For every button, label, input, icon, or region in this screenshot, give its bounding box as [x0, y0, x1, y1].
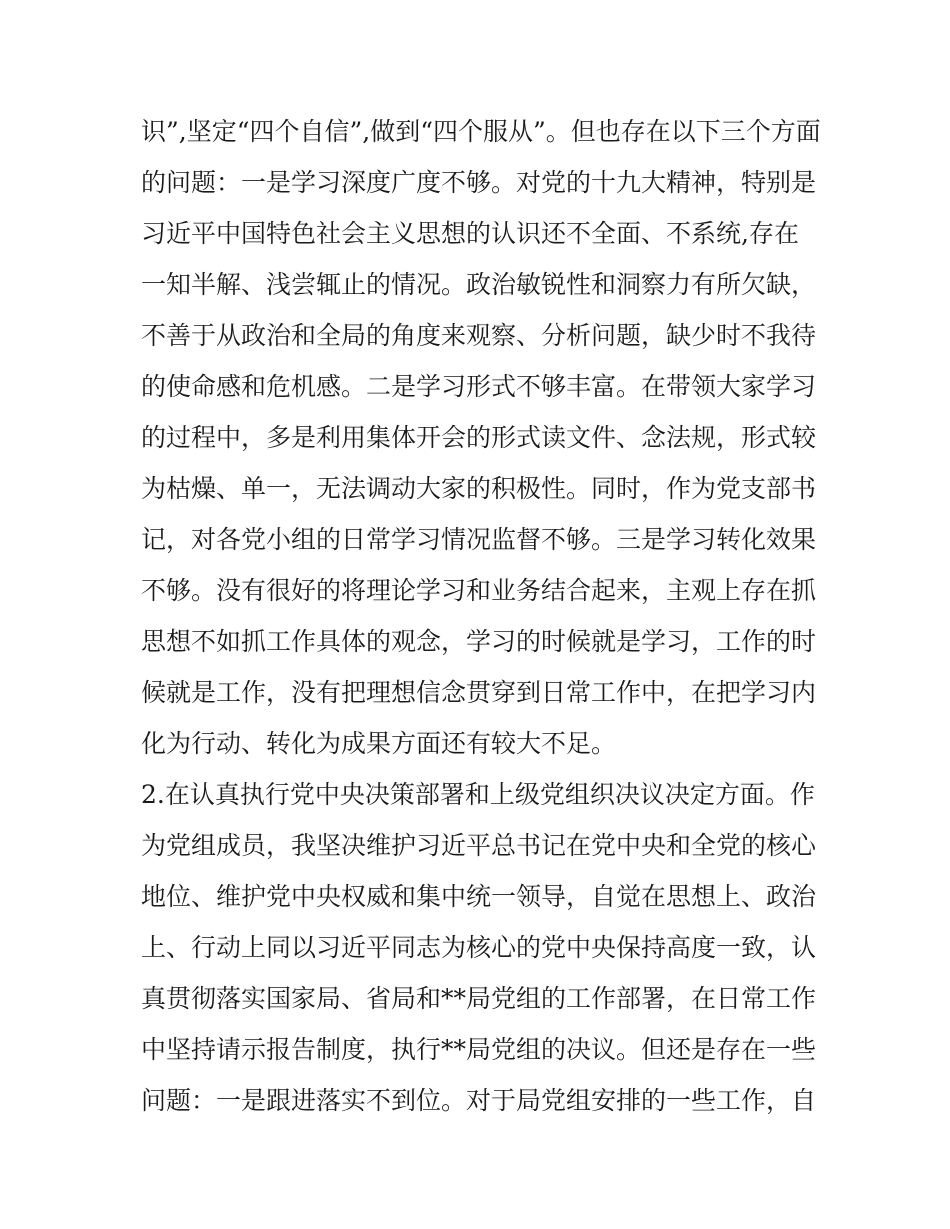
text-line: 一知半解、浅尝辄止的情况。政治敏锐性和洞察力有所欠缺，	[141, 270, 817, 299]
text-line: 为枯燥、单一，无法调动大家的积极性。同时，作为党支部书	[141, 474, 817, 503]
text-line: 不够。没有很好的将理论学习和业务结合起来，主观上存在抓	[141, 576, 817, 605]
text-line: 问题：一是跟进落实不到位。对于局党组安排的一些工作，自	[141, 1086, 817, 1115]
text-line: 为党组成员，我坚决维护习近平总书记在党中央和全党的核心	[141, 831, 817, 860]
text-line: 的问题：一是学习深度广度不够。对党的十九大精神，特别是	[141, 168, 817, 197]
text-line: 真贯彻落实国家局、省局和**局党组的工作部署，在日常工作	[141, 984, 817, 1013]
text-line: 不善于从政治和全局的角度来观察、分析问题，缺少时不我待	[141, 321, 817, 350]
text-line: 思想不如抓工作具体的观念，学习的时候就是学习，工作的时	[141, 627, 817, 656]
text-line: 上、行动上同以习近平同志为核心的党中央保持高度一致，认	[141, 933, 817, 962]
text-line: 化为行动、转化为成果方面还有较大不足。	[141, 729, 617, 758]
text-line: 识”,坚定“四个自信”,做到“四个服从”。但也存在以下三个方面	[141, 117, 821, 146]
text-line: 的使命感和危机感。二是学习形式不够丰富。在带领大家学习	[141, 372, 817, 401]
section-heading-line: 2.在认真执行党中央决策部署和上级党组织决议决定方面。作	[141, 780, 815, 809]
text-line: 候就是工作，没有把理想信念贯穿到日常工作中，在把学习内	[141, 678, 817, 707]
text-line: 习近平中国特色社会主义思想的认识还不全面、不系统,存在	[141, 219, 799, 248]
body-text	[141, 106, 821, 1126]
text-line: 中坚持请示报告制度，执行**局党组的决议。但还是存在一些	[141, 1035, 817, 1064]
text-line: 记，对各党小组的日常学习情况监督不够。三是学习转化效果	[141, 525, 817, 554]
text-line: 的过程中，多是利用集体开会的形式读文件、念法规，形式较	[141, 423, 817, 452]
text-line: 地位、维护党中央权威和集中统一领导，自觉在思想上、政治	[141, 882, 817, 911]
